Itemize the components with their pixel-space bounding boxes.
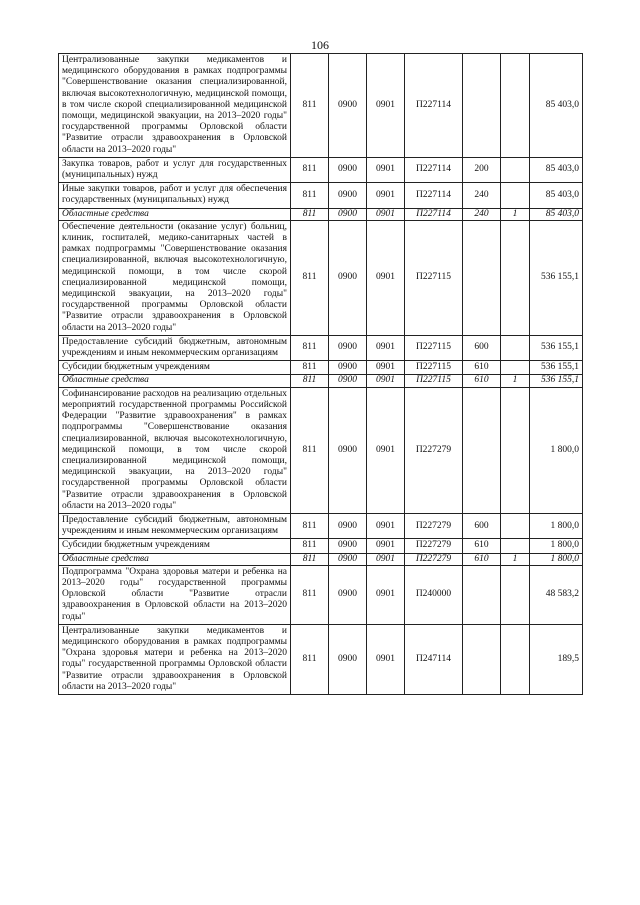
subsection-code-cell: 0901 — [367, 565, 405, 624]
table-row — [59, 183, 583, 208]
subsection-code-cell: 0901 — [367, 553, 405, 565]
table-row — [59, 208, 583, 220]
expense-type-code-cell — [463, 220, 501, 335]
section-code-cell: 0900 — [329, 157, 367, 182]
section-code-cell: 0900 — [329, 361, 367, 375]
subsection-code-cell: 0901 — [367, 183, 405, 208]
amount-cell: 536 155,1 — [530, 220, 583, 335]
department-code-cell: 811 — [291, 387, 329, 513]
department-code-cell: 811 — [291, 157, 329, 182]
expense-name-cell: Централизованные закупки медикаментов и медицинского оборудования в рамках подпрограммы "Охрана здоровья матери и ребенка на 2013–2020 годы" государственной программы Орловской области "Развитие отрасли здравоохранения в Орловской области на 2013–2020 годы" — [59, 624, 291, 694]
department-code-cell: 811 — [291, 208, 329, 220]
funding-source-cell — [501, 361, 530, 375]
page-number: 106 — [311, 38, 329, 52]
expense-name-cell: Областные средства — [59, 208, 291, 220]
funding-source-cell — [501, 335, 530, 360]
table-row — [59, 361, 583, 375]
expense-name-cell: Предоставление субсидий бюджетным, автономным учреждениям и иным некоммерческим организациям — [59, 513, 291, 538]
subsection-code-cell: 0901 — [367, 387, 405, 513]
expense-type-code-cell: 240 — [463, 208, 501, 220]
expense-type-code-cell: 610 — [463, 361, 501, 375]
expense-type-code-cell: 200 — [463, 157, 501, 182]
expense-name-cell: Субсидии бюджетным учреждениям — [59, 539, 291, 553]
target-item-code-cell: П240000 — [405, 565, 463, 624]
budget-table — [58, 53, 583, 695]
amount-cell: 1 800,0 — [530, 387, 583, 513]
expense-type-code-cell: 610 — [463, 539, 501, 553]
section-code-cell: 0900 — [329, 54, 367, 158]
table-row — [59, 387, 583, 513]
funding-source-cell — [501, 157, 530, 182]
target-item-code-cell: П227114 — [405, 208, 463, 220]
department-code-cell: 811 — [291, 553, 329, 565]
amount-cell: 189,5 — [530, 624, 583, 694]
section-code-cell: 0900 — [329, 553, 367, 565]
subsection-code-cell: 0901 — [367, 624, 405, 694]
amount-cell: 1 800,0 — [530, 539, 583, 553]
subsection-code-cell: 0901 — [367, 539, 405, 553]
department-code-cell: 811 — [291, 624, 329, 694]
table-row — [59, 54, 583, 158]
expense-name-cell: Областные средства — [59, 553, 291, 565]
funding-source-cell — [501, 624, 530, 694]
subsection-code-cell: 0901 — [367, 220, 405, 335]
target-item-code-cell: П227115 — [405, 375, 463, 387]
table-row — [59, 539, 583, 553]
section-code-cell: 0900 — [329, 183, 367, 208]
amount-cell: 536 155,1 — [530, 361, 583, 375]
section-code-cell: 0900 — [329, 208, 367, 220]
expense-name-cell: Закупка товаров, работ и услуг для государственных (муниципальных) нужд — [59, 157, 291, 182]
amount-cell: 1 800,0 — [530, 553, 583, 565]
target-item-code-cell: П227279 — [405, 553, 463, 565]
funding-source-cell: 1 — [501, 375, 530, 387]
subsection-code-cell: 0901 — [367, 375, 405, 387]
subsection-code-cell: 0901 — [367, 513, 405, 538]
target-item-code-cell: П227279 — [405, 513, 463, 538]
funding-source-cell — [501, 387, 530, 513]
section-code-cell: 0900 — [329, 565, 367, 624]
department-code-cell: 811 — [291, 513, 329, 538]
expense-name-cell: Иные закупки товаров, работ и услуг для обеспечения государственных (муниципальных) нужд — [59, 183, 291, 208]
department-code-cell: 811 — [291, 335, 329, 360]
expense-name-cell: Централизованные закупки медикаментов и медицинского оборудования в рамках подпрограммы "Совершенствование оказания специализированной, включая высокотехнологичную, медицинской помощи, в том числе скорой специализированной медицинской помощи, медицинской эвакуации, на 2013–2020 годы" государственной программы Орловской области "Развитие отрасли здравоохранения в Орловской области на 2013–2020 годы" — [59, 54, 291, 158]
table-body — [59, 54, 583, 695]
section-code-cell: 0900 — [329, 387, 367, 513]
section-code-cell: 0900 — [329, 624, 367, 694]
table-row — [59, 375, 583, 387]
target-item-code-cell: П227115 — [405, 220, 463, 335]
subsection-code-cell: 0901 — [367, 361, 405, 375]
target-item-code-cell: П227115 — [405, 335, 463, 360]
department-code-cell: 811 — [291, 220, 329, 335]
target-item-code-cell: П247114 — [405, 624, 463, 694]
department-code-cell: 811 — [291, 361, 329, 375]
department-code-cell: 811 — [291, 54, 329, 158]
department-code-cell: 811 — [291, 375, 329, 387]
funding-source-cell: 1 — [501, 553, 530, 565]
table-row — [59, 220, 583, 335]
amount-cell: 536 155,1 — [530, 375, 583, 387]
expense-name-cell: Предоставление субсидий бюджетным, автономным учреждениям и иным некоммерческим организациям — [59, 335, 291, 360]
amount-cell: 1 800,0 — [530, 513, 583, 538]
target-item-code-cell: П227114 — [405, 157, 463, 182]
expense-type-code-cell: 610 — [463, 375, 501, 387]
section-code-cell: 0900 — [329, 335, 367, 360]
funding-source-cell — [501, 539, 530, 553]
department-code-cell: 811 — [291, 565, 329, 624]
expense-type-code-cell: 600 — [463, 513, 501, 538]
expense-type-code-cell — [463, 387, 501, 513]
table-row — [59, 157, 583, 182]
amount-cell: 85 403,0 — [530, 54, 583, 158]
expense-name-cell: Подпрограмма "Охрана здоровья матери и ребенка на 2013–2020 годы" государственной программы Орловской области "Развитие отрасли здравоохранения в Орловской области на 2013–2020 годы" — [59, 565, 291, 624]
table-row — [59, 335, 583, 360]
expense-type-code-cell: 610 — [463, 553, 501, 565]
amount-cell: 536 155,1 — [530, 335, 583, 360]
target-item-code-cell: П227279 — [405, 387, 463, 513]
funding-source-cell — [501, 220, 530, 335]
funding-source-cell: 1 — [501, 208, 530, 220]
section-code-cell: 0900 — [329, 513, 367, 538]
department-code-cell: 811 — [291, 539, 329, 553]
expense-type-code-cell — [463, 565, 501, 624]
expense-name-cell: Субсидии бюджетным учреждениям — [59, 361, 291, 375]
expense-type-code-cell: 600 — [463, 335, 501, 360]
expense-type-code-cell — [463, 54, 501, 158]
subsection-code-cell: 0901 — [367, 335, 405, 360]
table-row — [59, 624, 583, 694]
amount-cell: 48 583,2 — [530, 565, 583, 624]
table-row — [59, 513, 583, 538]
expense-type-code-cell: 240 — [463, 183, 501, 208]
amount-cell: 85 403,0 — [530, 208, 583, 220]
target-item-code-cell: П227114 — [405, 54, 463, 158]
subsection-code-cell: 0901 — [367, 157, 405, 182]
section-code-cell: 0900 — [329, 539, 367, 553]
amount-cell: 85 403,0 — [530, 157, 583, 182]
expense-type-code-cell — [463, 624, 501, 694]
funding-source-cell — [501, 54, 530, 158]
department-code-cell: 811 — [291, 183, 329, 208]
target-item-code-cell: П227114 — [405, 183, 463, 208]
expense-name-cell: Софинансирование расходов на реализацию отдельных мероприятий государственной программы Российской Федерации "Развитие здравоохранения" в рамках подпрограммы "Совершенствование оказания специализированной, включая высокотехнологичную, медицинской помощи, в том числе скорой специализированной медицинской помощи, медицинской эвакуации, на 2013–2020 годы" государственной программы Орловской области "Развитие отрасли здравоохранения в Орловской области на 2013–2020 годы" — [59, 387, 291, 513]
section-code-cell: 0900 — [329, 220, 367, 335]
subsection-code-cell: 0901 — [367, 208, 405, 220]
target-item-code-cell: П227279 — [405, 539, 463, 553]
amount-cell: 85 403,0 — [530, 183, 583, 208]
expense-name-cell: Обеспечение деятельности (оказание услуг) больниц, клиник, госпиталей, медико-санитарных частей в рамках подпрограммы "Совершенствование оказания специализированной, включая высокотехнологичную, медицинской помощи, в том числе скорой специализированной медицинской помощи, медицинской эвакуации, на 2013–2020 годы" государственной программы Орловской области "Развитие отрасли здравоохранения в Орловской области на 2013–2020 годы" — [59, 220, 291, 335]
funding-source-cell — [501, 565, 530, 624]
funding-source-cell — [501, 183, 530, 208]
table-row — [59, 553, 583, 565]
subsection-code-cell: 0901 — [367, 54, 405, 158]
table-row — [59, 565, 583, 624]
funding-source-cell — [501, 513, 530, 538]
expense-name-cell: Областные средства — [59, 375, 291, 387]
section-code-cell: 0900 — [329, 375, 367, 387]
target-item-code-cell: П227115 — [405, 361, 463, 375]
